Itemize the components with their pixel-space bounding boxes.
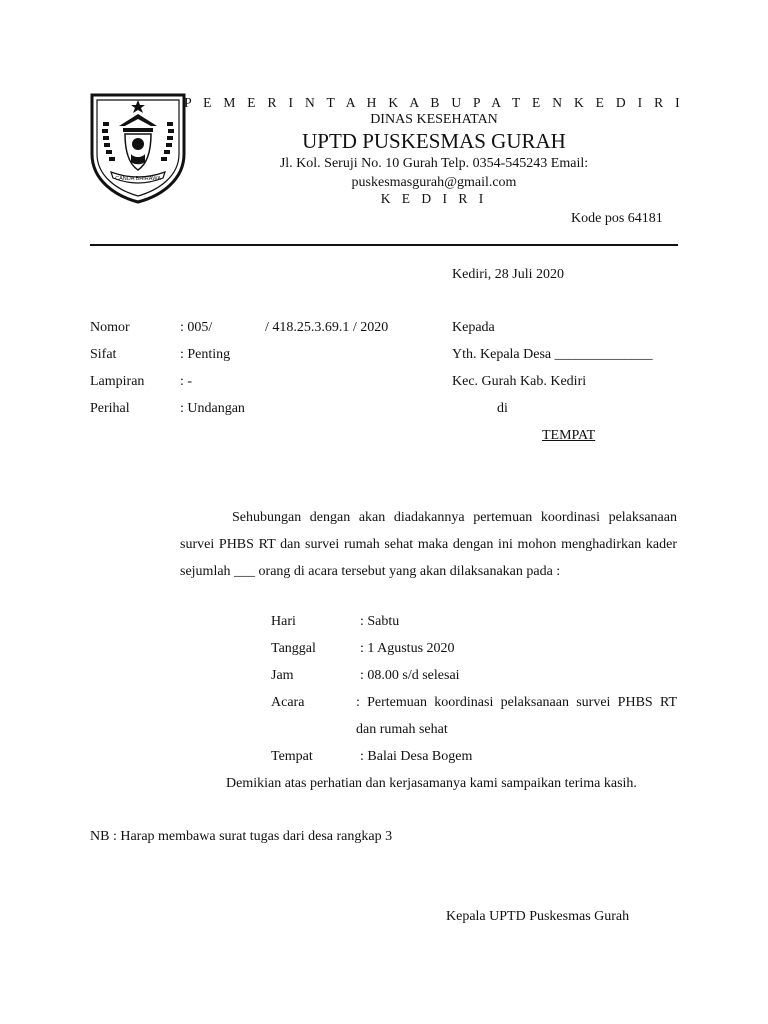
detail-label-tempat: Tempat	[271, 749, 313, 764]
letterhead-postal-code: Kode pos 64181	[571, 211, 663, 226]
letterhead-email: puskesmasgurah@gmail.com	[351, 175, 517, 190]
detail-label-hari: Hari	[271, 614, 296, 629]
note-nb: NB : Harap membawa surat tugas dari desa rangkap 3	[90, 829, 393, 844]
letterhead-city: K E D I R I	[380, 191, 488, 206]
letterhead-address: Jl. Kol. Seruji No. 10 Gurah Telp. 0354-545243 Email:	[279, 156, 589, 171]
meta-label-perihal: Perihal	[90, 401, 130, 416]
letterhead-institution: UPTD PUSKESMAS GURAH	[302, 129, 566, 153]
detail-value-acara: : Pertemuan koordinasi pelaksanaan survei PHBS RT dan rumah sehat	[356, 695, 677, 737]
recipient-di: di	[497, 401, 508, 416]
detail-label-acara: Acara	[271, 695, 305, 710]
signature-title: Kepala UPTD Puskesmas Gurah	[446, 909, 630, 924]
meta-label-lampiran: Lampiran	[90, 374, 145, 389]
letterhead-department: DINAS KESEHATAN	[370, 112, 498, 127]
recipient-kepada: Kepada	[452, 320, 495, 335]
detail-value-jam: : 08.00 s/d selesai	[360, 668, 460, 683]
meta-value-sifat: : Penting	[180, 347, 231, 362]
closing-sentence: Demikian atas perhatian dan kerjasamanya kami sampaikan terima kasih.	[226, 776, 637, 791]
body-paragraph: Sehubungan dengan akan diadakannya pertemuan koordinasi pelaksanaan survei PHBS RT dan survei rumah sehat maka dengan ini mohon menghadirkan kader sejumlah ___ orang di acara tersebut yang akan dilaksanakan pada :	[180, 510, 677, 579]
recipient-tempat: TEMPAT	[542, 428, 596, 443]
meta-label-nomor: Nomor	[90, 320, 130, 335]
seal-motto: CANDA BHIRAWA	[115, 176, 161, 182]
letterhead-divider	[90, 244, 678, 246]
meta-value-perihal: : Undangan	[180, 401, 245, 416]
detail-label-jam: Jam	[271, 668, 294, 683]
meta-label-sifat: Sifat	[90, 347, 117, 362]
meta-value-nomor: : 005/	[180, 320, 213, 335]
detail-value-hari: : Sabtu	[360, 614, 400, 629]
meta-value-lampiran: : -	[180, 374, 193, 389]
detail-value-tanggal: : 1 Agustus 2020	[360, 641, 455, 656]
meta-value-nomor-code: / 418.25.3.69.1 / 2020	[265, 320, 389, 335]
detail-label-tanggal: Tanggal	[271, 641, 316, 656]
letter-date: Kediri, 28 Juli 2020	[452, 267, 564, 282]
detail-value-tempat: : Balai Desa Bogem	[360, 749, 473, 764]
letterhead-government: P E M E R I N T A H K A B U P A T E N K E D I R I	[184, 95, 684, 110]
recipient-district: Kec. Gurah Kab. Kediri	[452, 374, 587, 389]
recipient-addressee: Yth. Kepala Desa ______________	[452, 347, 653, 362]
